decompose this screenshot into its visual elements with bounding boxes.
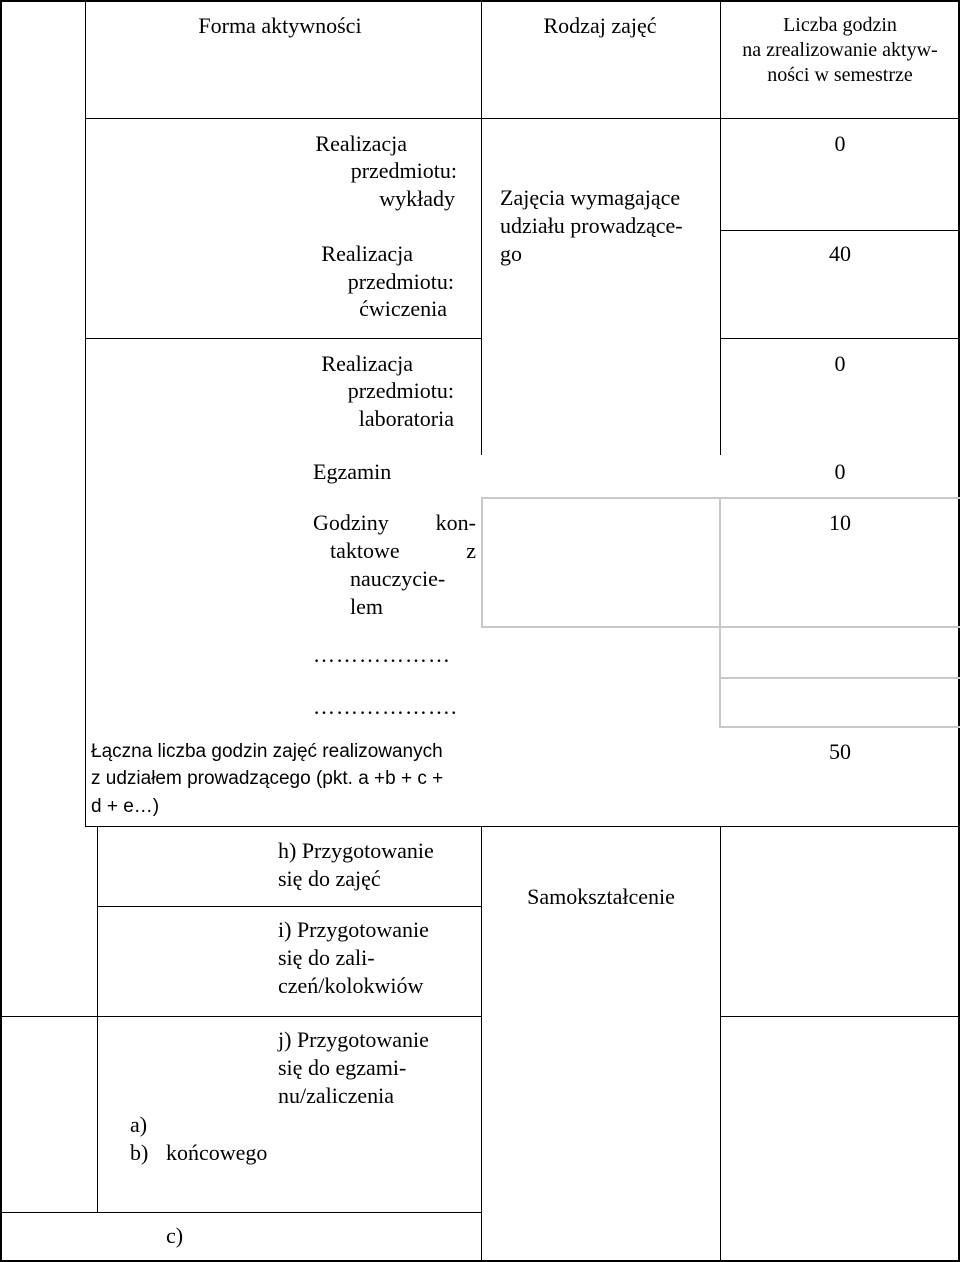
- laczna-label-3: d + e…): [91, 796, 160, 817]
- divider-v-left-inner-3: [97, 1012, 98, 1212]
- godziny-label-2a: taktowe: [330, 538, 400, 563]
- godziny-label-4: lem: [350, 594, 383, 619]
- rodzaj-kontakt-1: Zajęcia wymagające: [500, 185, 681, 210]
- divider-v-col3: [720, 0, 721, 455]
- divider-v-col3b: [720, 826, 721, 1260]
- divider-h-grey-2: [481, 626, 960, 628]
- cwiczenia-hours: 40: [829, 241, 851, 266]
- self-i-1: i) Przygotowanie: [278, 917, 429, 942]
- self-j-1: j) Przygotowanie: [278, 1027, 429, 1052]
- rodzaj-kontakt-2: udziału prowadzące-: [500, 213, 683, 238]
- footer-c: c): [166, 1223, 184, 1248]
- rodzaj-kontakt-3: go: [500, 241, 522, 266]
- divider-h-grey-4: [719, 726, 960, 728]
- divider-h-hours-1: [720, 230, 960, 231]
- wyklady-label-2: przedmiotu:: [350, 158, 457, 183]
- cwiczenia-label-3: ćwiczenia: [359, 296, 447, 321]
- laboratoria-label-2: przedmiotu:: [347, 378, 454, 403]
- divider-h-header: [85, 118, 960, 119]
- self-i-2: się do zali-: [278, 945, 375, 970]
- divider-v-left-inner-2: [97, 826, 98, 1012]
- header-forma: Forma aktywności: [198, 13, 362, 38]
- divider-v-grey-1: [481, 497, 483, 627]
- placeholder-dots-1: ………………: [313, 642, 451, 667]
- footer-b: b): [130, 1140, 149, 1165]
- table-border-top: [0, 0, 960, 2]
- divider-v-grey-2: [719, 497, 721, 727]
- laboratoria-hours: 0: [834, 351, 846, 376]
- divider-h-grey-3: [719, 677, 960, 679]
- egzamin-label: Egzamin: [313, 459, 392, 484]
- wyklady-label-1: Realizacja: [315, 131, 407, 156]
- header-liczba-1: Liczba godzin: [783, 14, 897, 36]
- divider-v-left-inner: [85, 0, 86, 826]
- laczna-label-1: Łączna liczba godzin zajęć realizowanych: [91, 741, 443, 762]
- divider-h-c: [0, 1212, 481, 1213]
- wyklady-label-3: wykłady: [379, 186, 455, 211]
- divider-h-row2b: [720, 338, 960, 339]
- divider-h-laczna: [85, 826, 960, 827]
- footer-b-text: końcowego: [166, 1140, 268, 1165]
- godziny-hours: 10: [829, 510, 851, 535]
- divider-h-h: [97, 906, 481, 907]
- self-h-2: się do zajęć: [278, 866, 381, 891]
- self-i-3: czeń/kolokwiów: [278, 973, 424, 998]
- laczna-hours: 50: [829, 739, 851, 764]
- godziny-label-1b: kon-: [435, 510, 476, 535]
- placeholder-dots-2: ……………….: [313, 694, 458, 719]
- divider-h-i: [0, 1016, 481, 1017]
- header-liczba-2: na zrealizowanie aktyw-: [742, 39, 938, 61]
- table-border-left: [0, 0, 2, 1262]
- divider-h-row2: [85, 338, 481, 339]
- self-h-1: h) Przygotowanie: [278, 838, 434, 863]
- laczna-label-2: z udziałem prowadzącego (pkt. a +b + c +: [91, 768, 444, 789]
- divider-h-i-hours: [720, 1016, 960, 1017]
- wyklady-hours: 0: [834, 131, 846, 156]
- cwiczenia-label-2: przedmiotu:: [347, 269, 454, 294]
- cwiczenia-label-1: Realizacja: [321, 241, 413, 266]
- self-j-3: nu/zaliczenia: [278, 1083, 395, 1108]
- godziny-label-2b: z: [466, 538, 476, 563]
- egzamin-hours: 0: [834, 459, 846, 484]
- divider-v-col2: [481, 0, 482, 455]
- godziny-label-1a: Godziny: [313, 510, 389, 535]
- header-rodzaj: Rodzaj zajęć: [543, 13, 657, 38]
- laboratoria-label-3: laboratoria: [358, 406, 454, 431]
- godziny-label-3: nauczycie-: [350, 566, 446, 591]
- self-j-2: się do egzami-: [278, 1055, 407, 1080]
- self-rodzaj: Samokształcenie: [527, 884, 675, 909]
- laboratoria-label-1: Realizacja: [321, 351, 413, 376]
- footer-a: a): [130, 1112, 148, 1137]
- header-liczba-3: ności w semestrze: [767, 64, 913, 86]
